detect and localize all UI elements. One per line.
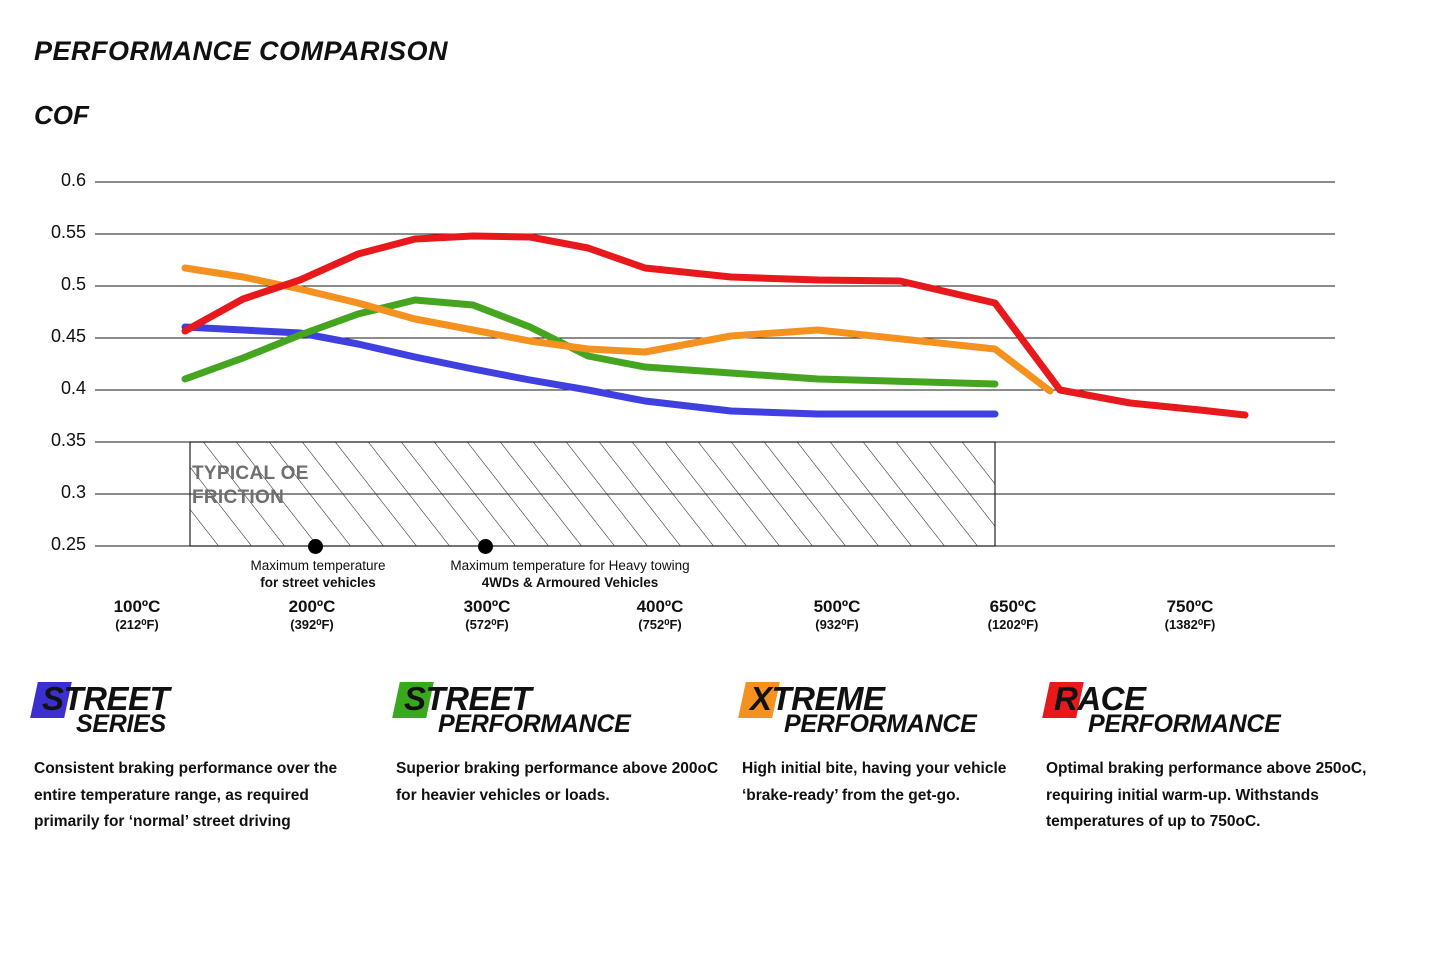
- xlabel-400c: [585, 596, 735, 634]
- logo-sub-initial: P: [1088, 710, 1105, 738]
- logo-sub-initial: P: [784, 710, 801, 738]
- legend-description: High initial bite, having your vehicle ‘brake-ready’ from the get-go.: [742, 760, 1007, 804]
- ytick-0-3: 0.3: [60, 482, 86, 502]
- logo-street-performance: [396, 680, 726, 742]
- page-title: PERFORMANCE COMPARISON: [34, 36, 449, 66]
- series-street-series: [185, 327, 995, 414]
- logo-initial: X: [750, 680, 772, 717]
- y-axis-title: COF: [34, 100, 89, 130]
- xlabel-300c: [412, 596, 562, 634]
- logo-sub-rest: ERFORMANCE: [454, 710, 631, 738]
- xlabel-500c: [762, 596, 912, 634]
- ytick-0-55: 0.55: [50, 222, 86, 242]
- logo-word-rest: TREME: [771, 680, 885, 717]
- logo-sub: [76, 710, 166, 739]
- logo-sub: [1088, 710, 1281, 739]
- typical-oe-friction-line1: TYPICAL OE: [192, 463, 309, 484]
- annotation-towing-line2: 4WDs & Armoured Vehicles: [481, 574, 659, 590]
- logo-initial: S: [42, 680, 64, 717]
- xlabel-300c-main: 300ºC: [463, 597, 511, 616]
- annotation-max-temp-towing: [414, 558, 726, 592]
- logo-sub-rest: ERIES: [92, 710, 166, 738]
- legend-item-race-performance: [1046, 680, 1376, 836]
- legend-item-xtreme-performance: [742, 680, 1042, 809]
- legend: [0, 680, 1445, 960]
- logo-sub-initial: S: [76, 710, 93, 738]
- logo-sub: [784, 710, 977, 739]
- annotation-towing-line1: Maximum temperature for Heavy towing: [450, 558, 690, 573]
- logo-xtreme-performance: [742, 680, 1042, 742]
- logo-initial: S: [404, 680, 426, 717]
- typical-oe-friction-line2: FRICTION: [192, 486, 285, 508]
- legend-item-street-series: [34, 680, 364, 836]
- series-race-performance: [185, 236, 1245, 415]
- xlabel-400c-sub: (752⁰F): [638, 617, 682, 633]
- xlabel-500c-main: 500ºC: [813, 597, 861, 616]
- chart-plot-area: [0, 140, 1445, 570]
- typical-oe-friction-label: [192, 462, 309, 510]
- series-street-performance: [185, 300, 995, 384]
- legend-description: Superior braking performance above 200oC for heavier vehicles or loads.: [396, 760, 719, 804]
- annotation-max-temp-street: [220, 558, 416, 592]
- xlabel-200c-sub: (392⁰F): [290, 617, 334, 633]
- logo-word-rest: TREET: [63, 680, 170, 717]
- xlabel-750c-sub: (1382⁰F): [1164, 617, 1216, 633]
- logo-race-performance: [1046, 680, 1376, 742]
- logo-sub-rest: ERFORMANCE: [800, 710, 977, 738]
- logo-street-series: [34, 680, 364, 742]
- ytick-0-5: 0.5: [60, 274, 86, 294]
- xlabel-750c-main: 750ºC: [1166, 597, 1214, 616]
- ytick-0-4: 0.4: [60, 378, 86, 398]
- logo-sub: [438, 710, 631, 739]
- logo-sub-initial: P: [438, 710, 455, 738]
- typical-oe-friction-band: [190, 442, 995, 546]
- xlabel-400c-main: 400ºC: [636, 597, 684, 616]
- logo-sub-rest: ERFORMANCE: [1104, 710, 1281, 738]
- ytick-0-45: 0.45: [50, 326, 86, 346]
- legend-description: Consistent braking performance over the entire temperature range, as required primarily for ‘normal’ street driving: [34, 760, 338, 831]
- xlabel-200c-main: 200ºC: [288, 597, 336, 616]
- xlabel-650c-sub: (1202⁰F): [987, 617, 1039, 633]
- xlabel-650c: [938, 596, 1088, 634]
- ytick-0-25: 0.25: [50, 534, 86, 554]
- xlabel-100c-main: 100ºC: [113, 597, 161, 616]
- ytick-0-6: 0.6: [60, 170, 86, 190]
- annotation-street-line2: for street vehicles: [260, 574, 376, 590]
- annotation-street-line1: Maximum temperature: [250, 558, 386, 573]
- logo-word-rest: ACE: [1077, 680, 1146, 717]
- x-axis-labels: [0, 596, 1445, 656]
- xlabel-500c-sub: (932⁰F): [815, 617, 859, 633]
- ytick-0-35: 0.35: [50, 430, 86, 450]
- marker-dot-street: [308, 539, 323, 554]
- xlabel-650c-main: 650ºC: [989, 597, 1037, 616]
- xlabel-100c: [62, 596, 212, 634]
- xlabel-200c: [237, 596, 387, 634]
- marker-dot-towing: [478, 539, 493, 554]
- logo-word-rest: TREET: [425, 680, 532, 717]
- xlabel-750c: [1115, 596, 1265, 634]
- logo-initial: R: [1054, 680, 1078, 717]
- legend-item-street-performance: [396, 680, 726, 809]
- xlabel-300c-sub: (572⁰F): [465, 617, 509, 633]
- legend-description: Optimal braking performance above 250oC, requiring initial warm-up. Withstands temperatures of up to 750oC.: [1046, 760, 1367, 831]
- xlabel-100c-sub: (212⁰F): [115, 617, 159, 633]
